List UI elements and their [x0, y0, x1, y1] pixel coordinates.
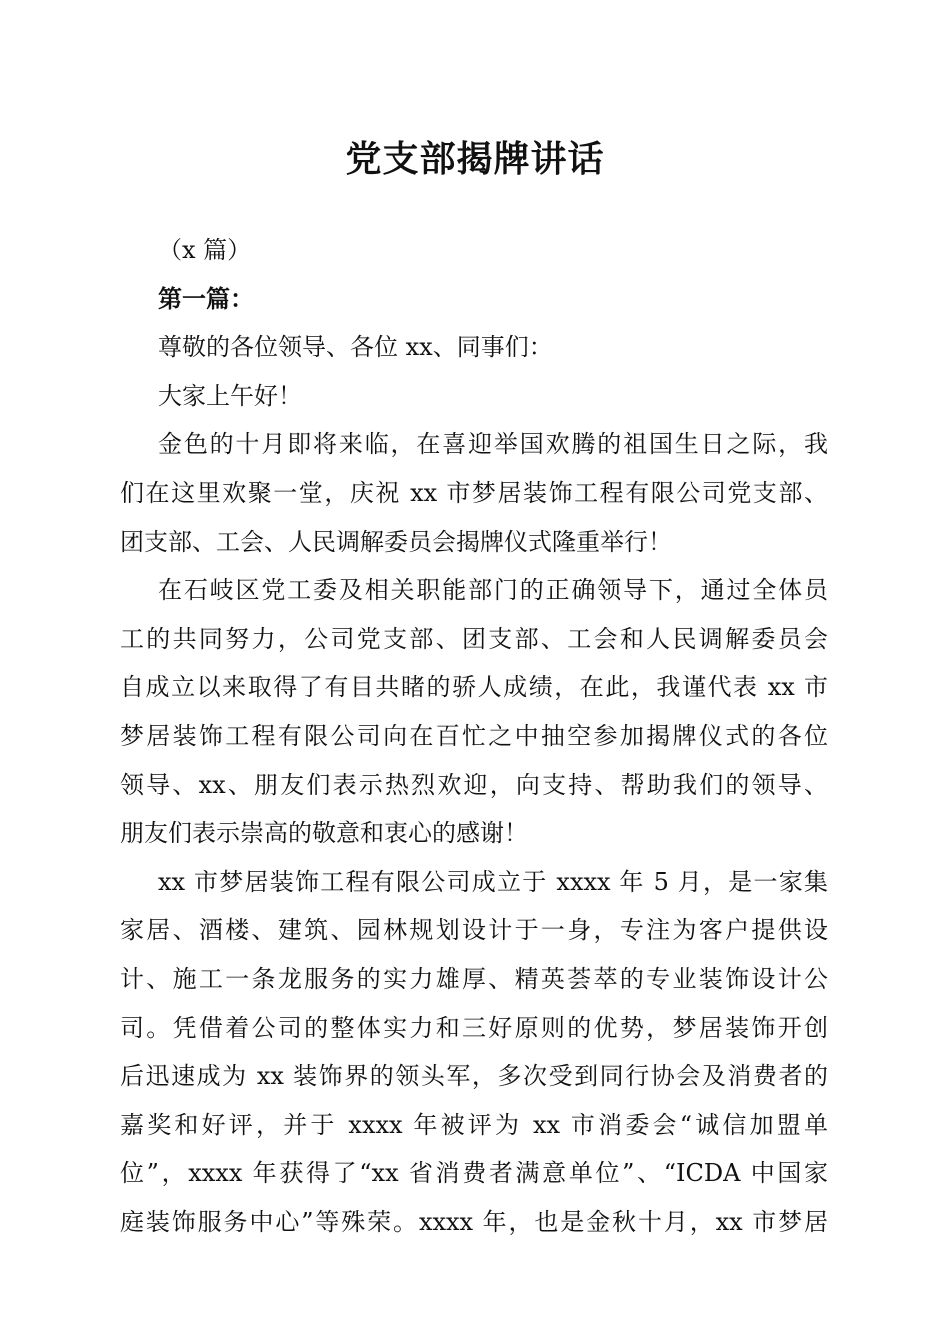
paragraph-line: 位”，xxxx 年获得了“xx 省消费者满意单位”、“ICDA 中国家 — [120, 1159, 828, 1188]
greeting: 大家上午好！ — [158, 381, 302, 410]
salutation: 尊敬的各位领导、各位 xx、同事们： — [158, 333, 553, 362]
paragraph-line: 家居、酒楼、建筑、园林规划设计于一身，专注为客户提供设 — [120, 916, 828, 945]
paragraph-line: 在石岐区党工委及相关职能部门的正确领导下，通过全体员 — [158, 576, 828, 605]
paragraph-line: 庭装饰服务中心”等殊荣。xxxx 年，也是金秋十月，xx 市梦居 — [120, 1207, 828, 1236]
document-title: 党支部揭牌讲话 — [345, 138, 605, 180]
paragraph-line: 自成立以来取得了有目共睹的骄人成绩，在此，我谨代表 xx 市 — [120, 673, 828, 702]
paragraph-1 — [120, 420, 828, 566]
document-body — [120, 226, 828, 1246]
paragraph-line: 团支部、工会、人民调解委员会揭牌仪式隆重举行！ — [120, 527, 672, 556]
paragraph-line: 司。凭借着公司的整体实力和三好原则的优势，梦居装饰开创 — [120, 1013, 828, 1042]
paragraph-line: 金色的十月即将来临，在喜迎举国欢腾的祖国生日之际，我 — [158, 430, 828, 459]
paragraph-line: 朋友们表示崇高的敬意和衷心的感谢！ — [120, 819, 528, 848]
paragraph-line: 后迅速成为 xx 装饰界的领头军，多次受到同行协会及消费者的 — [120, 1062, 828, 1091]
paragraph-line: 们在这里欢聚一堂，庆祝 xx 市梦居装饰工程有限公司党支部、 — [120, 478, 828, 507]
paragraph-2 — [120, 566, 828, 858]
paragraph-3 — [120, 858, 828, 1247]
paragraph-line: 嘉奖和好评，并于 xxxx 年被评为 xx 市消委会“诚信加盟单 — [120, 1110, 828, 1139]
paragraph-line: 计、施工一条龙服务的实力雄厚、精英荟萃的专业装饰设计公 — [120, 964, 828, 993]
paragraph-line: xx 市梦居装饰工程有限公司成立于 xxxx 年 5 月，是一家集 — [158, 867, 828, 896]
paragraph-line: 领导、xx、朋友们表示热烈欢迎，向支持、帮助我们的领导、 — [120, 770, 828, 799]
paragraph-line: 梦居装饰工程有限公司向在百忙之中抽空参加揭牌仪式的各位 — [120, 721, 828, 750]
paragraph-line: 工的共同努力，公司党支部、团支部、工会和人民调解委员会 — [120, 624, 828, 653]
count-note: （x 篇） — [158, 236, 252, 264]
section-heading: 第一篇： — [158, 283, 254, 313]
